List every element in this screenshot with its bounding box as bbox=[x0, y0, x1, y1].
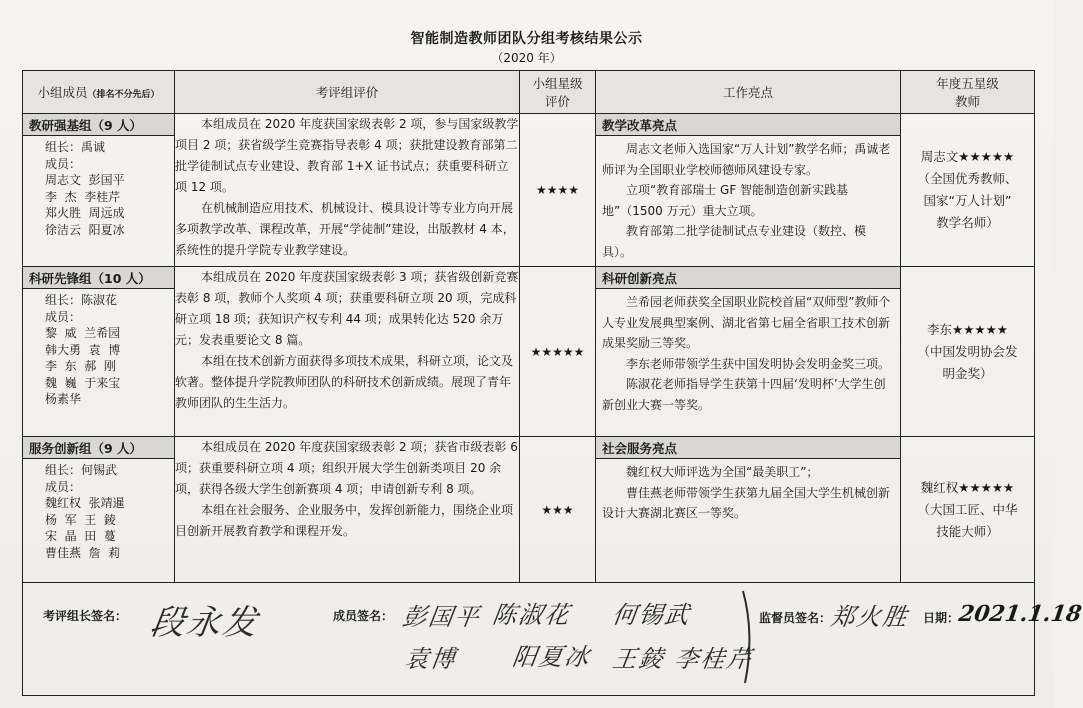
group-star-rating: ★★★ bbox=[520, 437, 596, 583]
group-leader: 组长：禹诚 bbox=[45, 140, 106, 154]
member-signature: 彭国平 bbox=[400, 603, 483, 631]
member-signature: 王錂 bbox=[610, 645, 667, 673]
signature-row bbox=[23, 583, 1035, 696]
highlight-title: 教学改革亮点 bbox=[596, 114, 900, 136]
group-star-rating: ★★★★★ bbox=[520, 267, 596, 437]
members-label: 成员： bbox=[45, 309, 82, 324]
date-value: 2021.1.18 bbox=[957, 601, 1083, 627]
member-line: 韩大勇 袁 博 bbox=[45, 342, 121, 357]
document-title: 智能制造教师团队分组考核结果公示 bbox=[410, 31, 643, 47]
leader-signature-label: 考评组长签名： bbox=[43, 609, 128, 623]
group-highlights: 科研创新亮点 兰希园老师获奖全国职业院校首届“双师型”教师个人专业发展典型案例、湖北省第七届全省职工技术创新成果奖励三等奖。 李东老师带领学生获中国发明协会发明金奖三项。 陈淑花老师指导学生获第十四届‘发明杯’大学生创新创业大赛一等奖。 bbox=[596, 267, 901, 437]
member-signature: 陈淑花 bbox=[490, 601, 573, 629]
member-line: 魏红权 张靖暹 bbox=[45, 496, 125, 510]
group-members-cell bbox=[23, 114, 175, 267]
header-row bbox=[23, 71, 1035, 114]
results-table bbox=[22, 70, 1083, 696]
group-evaluation: 本组成员在 2020 年度获国家级表彰 2 项；获省市级表彰 6 项；获重要科研立项 4 项；组织开展大学生创新类项目 20 余项，获得各级大学生创新赛项 4 项；申请创新专利 8 项。 本组在社会服务、企业服务中，发挥创新能力，围绕企业项目创新开展教育教学和课程开发。 bbox=[175, 437, 520, 583]
member-line: 魏 巍 于来宝 bbox=[45, 375, 121, 390]
group-five-star-teacher: 魏红权★★★★★ （大国工匠、中华 技能大师） bbox=[901, 437, 1035, 583]
member-line: 李 东 郝 刚 bbox=[45, 359, 116, 373]
header-rating: 小组星级 评价 bbox=[520, 71, 596, 114]
supervisor-signature-label: 监督员签名： bbox=[759, 611, 832, 625]
highlight-title: 科研创新亮点 bbox=[596, 267, 900, 289]
header-evaluation: 考评组评价 bbox=[175, 71, 520, 114]
group-row bbox=[23, 114, 1035, 267]
members-label: 成员： bbox=[45, 156, 82, 171]
group-members-cell bbox=[23, 437, 175, 583]
date-label: 日期： bbox=[923, 611, 960, 625]
group-highlights: 社会服务亮点 魏红权大师评选为全国“最美职工”； 曹佳燕老师带领学生获第九届全国大学生机械创新设计大赛湖北赛区一等奖。 bbox=[596, 437, 901, 583]
members-label: 成员： bbox=[45, 479, 82, 494]
group-members-cell bbox=[23, 267, 175, 437]
highlight-title: 社会服务亮点 bbox=[596, 437, 900, 459]
member-line: 周志文 彭国平 bbox=[45, 173, 125, 187]
member-signature: 李桂芹 bbox=[672, 645, 755, 673]
header-members: 小组成员（排名不分先后） bbox=[23, 71, 175, 114]
group-name: 科研先锋组（10 人） bbox=[23, 267, 174, 289]
document-subtitle: （2020 年） bbox=[491, 51, 562, 65]
group-evaluation: 本组成员在 2020 年度获国家级表彰 3 项；获省级创新竞赛表彰 8 项，教师个人奖项 4 项；获重要科研立项 20 项，完成科研立项 18 项；获知识产权专利 44 项；成果转化达 520 余万元；发表重要论文 8 篇。 本组在技术创新方面获得多项技术成果，科研立项，论文及软著。整体提升学院教师团队的科研技术创新成绩。展现了青年教师团队的生生活力。 bbox=[175, 267, 520, 437]
group-evaluation: 本组成员在 2020 年度获国家级表彰 2 项，参与国家级教学项目 2 项；获省级学生竞赛指导表彰 4 项；获批建设教育部第二批学徒制试点专业建设、教育部 1+X 证书试点；获重要科研立项 12 项。 在机械制造应用技术、机械设计、模具设计等专业方向开展多项教学改革、课程改革，开展“学徒制”建设，出版教材 4 本，系统性的提升学院专业教学建设。 bbox=[175, 114, 520, 267]
member-line: 徐洁云 阳夏冰 bbox=[45, 222, 125, 237]
supervisor-signature: 郑火胜 bbox=[828, 603, 911, 631]
header-award: 年度五星级 教师 bbox=[901, 71, 1035, 114]
signature-flourish bbox=[723, 583, 783, 693]
leader-signature: 段永发 bbox=[147, 603, 262, 643]
group-five-star-teacher: 周志文★★★★★ （全国优秀教师、 国家“万人计划” 教学名师） bbox=[901, 114, 1035, 267]
member-line: 郑火胜 周远成 bbox=[45, 206, 125, 220]
member-signature: 阳夏冰 bbox=[510, 643, 593, 671]
header-members-note: （排名不分先后） bbox=[87, 90, 160, 100]
member-line: 李 杰 李桂芹 bbox=[45, 189, 121, 204]
member-line: 宋 晶 田 蔓 bbox=[45, 529, 116, 543]
members-signature-label: 成员签名： bbox=[333, 609, 394, 623]
member-line: 杨素华 bbox=[45, 392, 82, 406]
group-name: 教研强基组（9 人） bbox=[23, 114, 174, 136]
group-star-rating: ★★★★ bbox=[520, 114, 596, 267]
group-highlights: 教学改革亮点 周志文老师入选国家“万人计划”教学名师；禹诚老师评为全国职业学校师德师风建设专家。 立项“教育部瑞士 GF 智能制造创新实践基地”（1500 万元）重大立项。 教育部第二批学徒制试点专业建设（数控、模具）。 bbox=[596, 114, 901, 267]
member-signature: 袁博 bbox=[402, 645, 459, 673]
member-line: 曹佳燕 詹 莉 bbox=[45, 545, 121, 560]
group-row bbox=[23, 437, 1035, 583]
group-five-star-teacher: 李东★★★★★ （中国发明协会发 明金奖） bbox=[901, 267, 1035, 437]
group-row bbox=[23, 267, 1035, 437]
group-name: 服务创新组（9 人） bbox=[23, 437, 174, 459]
member-line: 杨 军 王 錂 bbox=[45, 512, 116, 527]
group-leader: 组长：何锡武 bbox=[45, 463, 118, 477]
group-leader: 组长：陈淑花 bbox=[45, 293, 118, 307]
signature-cell bbox=[23, 583, 1083, 696]
header-highlights: 工作亮点 bbox=[596, 71, 901, 114]
member-line: 黎 威 兰希园 bbox=[45, 326, 121, 340]
member-signature: 何锡武 bbox=[610, 601, 693, 629]
